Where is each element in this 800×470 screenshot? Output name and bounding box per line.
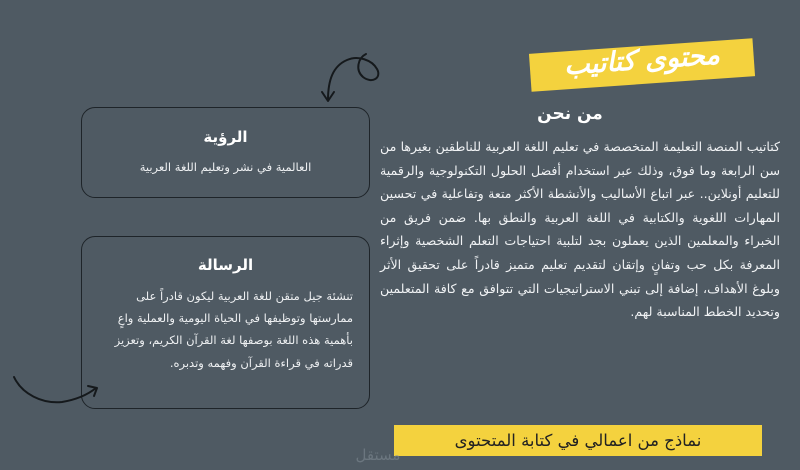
vision-text: العالمية في نشر وتعليم اللغة العربية [139,160,312,174]
page-title: محتوى كتاتيب [563,39,721,82]
about-paragraph: كتاتيب المنصة التعليمة المتخصصة في تعليم اللغة العربية للناطقين بغيرها من سن الرابعة وما فوق، وذلك عبر استخدام أفضل الحلول التكنولوجية والرقمية للتعليم أونلاين.. عبر اتباع الأساليب والأنشطة الأكثر متعة وتفاعلية في تحسين المهارات اللغوية والكتابية في اللغة العربية والنطق بها. ضمن فريق من الخبراء والمعلمين الذين يعملون بجد لتلبية احتياجات التعلم الشخصية وإثراء المعرفة بكل حب وتفانٍ وإتقان لتقديم تعليم متميز قادراً على تحقيق الأثر وبلوغ الأهداف، إضافة إلى تبني الاستراتيجيات التي تتوافق مع كافة المتعلمين وتحديد الخطط المناسبة لهم. [380,139,780,320]
samples-label: نماذج من اعمالي في كتابة المتحتوى [454,431,702,450]
about-heading: من نحن [537,104,603,124]
mission-card [81,236,370,409]
mission-text: تنشئة جيل متقن للغة العربية ليكون قادراً على ممارستها وتوظيفها في الحياة اليومية والعملية واعٍ بأهمية هذه اللغة بوصفها لغة القرآن الكريم، وتعزيز قدراته في قراءة القرآن وفهمه وتدبره. [114,289,353,370]
vision-card [81,107,370,198]
vision-heading: الرؤية [203,128,248,146]
mission-heading: الرسالة [197,256,254,274]
watermark: مستقل [355,446,401,464]
